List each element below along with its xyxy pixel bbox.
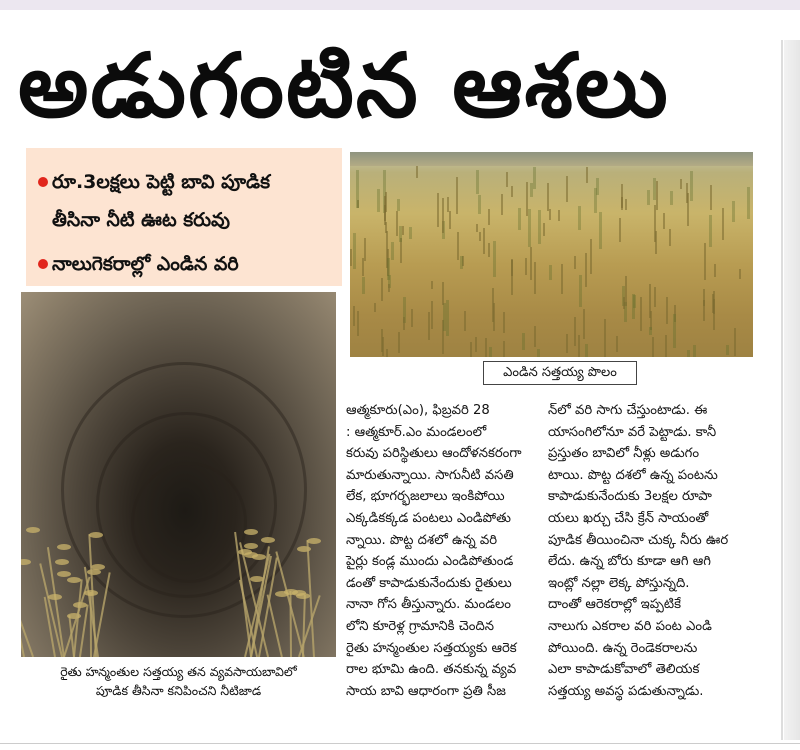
article-column-right — [548, 400, 733, 702]
field-texture — [525, 258, 527, 276]
field-texture — [383, 170, 386, 179]
article-line: పోయింది. ఉన్న రెండెకరాలను — [548, 640, 698, 656]
highlights-box — [26, 148, 342, 286]
highlight-1-line-2: తీసినా నీటి ఊట కరువు — [52, 209, 230, 231]
well-photo-caption — [21, 662, 336, 702]
field-texture — [409, 227, 412, 239]
field-texture — [534, 262, 536, 295]
well-plant — [21, 536, 34, 657]
field-texture — [476, 170, 479, 194]
field-texture — [485, 338, 487, 357]
field-texture — [364, 238, 366, 261]
well-plant-leaf — [67, 577, 81, 583]
article-line: పూడిక తీయించినా చుక్క నీరు ఊర — [548, 532, 729, 548]
field-texture — [547, 183, 549, 211]
highlight-1-line-1: రూ.3లక్షలు పెట్టి బావి పూడిక — [52, 171, 270, 193]
well-plant-leaf — [296, 593, 310, 599]
field-texture — [625, 276, 627, 306]
article-line: డంతో కాపాడుకునేందుకు రైతులు — [346, 575, 512, 591]
field-texture — [566, 334, 568, 353]
well-plant — [79, 605, 89, 657]
article-line: నాలుగు ఎకరాల వరి పంట ఎండి — [548, 618, 712, 634]
field-texture — [666, 297, 668, 324]
well-caption-line-2: పూడిక తీసినా కనిపించని నీటిజాడ — [95, 683, 262, 698]
field-texture — [558, 210, 560, 221]
field-texture — [732, 201, 735, 222]
field-texture — [647, 190, 650, 205]
well-plant — [306, 540, 315, 657]
field-texture — [431, 301, 433, 330]
article-line: ప్రస్తుతం బావిలో నీళ్లు అడుగం — [548, 446, 700, 462]
headline: అడుగంటిన ఆశలు — [18, 34, 670, 137]
field-texture — [411, 309, 413, 327]
field-texture — [503, 341, 505, 357]
field-texture — [470, 342, 472, 357]
field-texture — [479, 232, 481, 241]
field-texture — [574, 256, 576, 269]
field-texture — [561, 264, 563, 294]
field-texture — [431, 281, 433, 289]
well-plant — [289, 591, 292, 657]
dry-well-photo — [21, 292, 336, 657]
dried-paddy-field-photo — [350, 152, 753, 357]
field-texture — [386, 349, 388, 357]
well-plant-leaf — [307, 538, 321, 544]
article-line: లోని కూరెళ్ల గ్రామానికి చెందిన — [346, 618, 495, 634]
field-texture — [456, 177, 458, 215]
article-line: లేక, భూగర్భజలాలు ఇంకిపోయి — [346, 489, 505, 505]
field-texture — [501, 194, 503, 215]
article-line: సాయ బావి ఆధారంగా ప్రతి సీజ — [346, 683, 506, 699]
article-line: పైర్లు కండ్ల ముందు ఎండిపోతుండ — [346, 554, 514, 570]
field-texture — [391, 242, 394, 260]
field-texture — [460, 256, 463, 269]
bullet-icon — [38, 177, 48, 187]
well-plant-leaf — [91, 564, 105, 570]
article-line: ఎక్కడికక్కడ పంటలు ఎండిపోతు — [346, 510, 511, 526]
field-texture — [583, 309, 585, 340]
field-texture — [656, 181, 658, 210]
article-line: ఇంట్లో నల్లా లెక్క పోస్తున్నది. — [548, 575, 690, 591]
field-texture — [362, 258, 364, 276]
article-line: మారుతున్నాయి. సాగునీటి వసతి — [346, 467, 514, 483]
field-texture — [585, 253, 587, 287]
field-texture — [722, 208, 724, 240]
field-texture — [543, 223, 545, 236]
field-texture — [690, 171, 693, 201]
article-line: రైతు హన్మంతుల సత్తయ్యకు ఆరెక — [346, 640, 517, 656]
field-texture — [357, 311, 359, 335]
field-texture — [362, 277, 365, 294]
article-line: కాపాడుకునేందుకు 3లక్షల రూపా — [548, 489, 712, 505]
well-plant-leaf — [84, 590, 98, 596]
field-texture — [506, 172, 508, 187]
field-texture — [428, 312, 430, 340]
article-line: ఎలా కాపాడుకోవాలో తెలియక — [548, 662, 700, 678]
field-texture — [476, 224, 478, 232]
field-texture — [449, 211, 451, 229]
field-texture — [703, 289, 705, 306]
field-texture — [649, 327, 652, 335]
field-texture — [566, 176, 568, 202]
field-texture — [590, 239, 592, 274]
well-ring — [131, 462, 247, 583]
column-divider — [781, 40, 783, 740]
field-texture — [713, 299, 715, 330]
field-texture — [625, 199, 627, 210]
field-texture — [578, 335, 580, 357]
article-line: న్‌లో వరి సాగు చేస్తుంటాడు. ఈ — [548, 403, 708, 418]
article-line: ఆత్మకూరు(ఎం), ఫిబ్రవరి 28 — [346, 403, 490, 418]
well-plant-leaf — [238, 549, 252, 555]
field-texture — [400, 238, 402, 263]
field-texture — [534, 326, 536, 347]
field-texture — [673, 314, 676, 347]
article-line: లేదు. ఉన్న బోరు కూడా ఆగి ఆగి — [548, 554, 711, 570]
well-plant-leaf — [21, 559, 31, 565]
field-texture — [693, 345, 696, 357]
bottom-rule — [0, 743, 800, 744]
field-texture — [670, 191, 673, 205]
field-texture — [586, 167, 588, 183]
field-horizon — [350, 152, 753, 166]
field-texture — [710, 185, 712, 210]
article-line: నానా గోస తీస్తున్నారు. మండలం — [346, 597, 511, 613]
field-texture — [655, 231, 657, 254]
field-texture — [604, 319, 606, 357]
field-texture — [483, 228, 485, 254]
field-texture — [652, 337, 654, 357]
article-line: న్నాయి. పొట్ట దశలో ఉన్న వరి — [346, 532, 498, 548]
top-band — [0, 0, 800, 10]
article-line: కరువు పరిస్థితులు ఆందోళనకరంగా — [346, 446, 522, 462]
well-plant — [302, 595, 306, 657]
field-texture — [549, 209, 551, 219]
field-texture — [549, 265, 552, 281]
field-texture — [726, 345, 729, 355]
field-texture — [665, 335, 667, 357]
field-texture — [739, 269, 741, 279]
field-texture — [353, 233, 356, 270]
field-texture — [528, 209, 531, 247]
field-texture — [704, 243, 706, 280]
field-texture — [578, 206, 581, 230]
well-plant-leaf — [55, 559, 69, 565]
field-texture — [356, 170, 359, 208]
article-line: : ఆత్మకూర్.ఎం మండలంలో — [346, 424, 487, 440]
field-texture — [747, 187, 750, 219]
field-texture — [442, 198, 444, 233]
field-texture — [574, 317, 576, 346]
well-plant — [266, 594, 282, 657]
field-texture — [585, 344, 588, 357]
field-texture — [686, 183, 688, 203]
article-line: యాసంగిలోనూ వరే పెట్టాడు. కానీ — [548, 424, 717, 440]
field-texture — [388, 284, 390, 292]
well-plant-leaf — [57, 571, 71, 577]
well-plant-leaf — [48, 594, 62, 600]
field-texture — [403, 317, 405, 330]
field-texture — [530, 247, 532, 280]
article-line: యలు ఖర్చు చేసి క్రేన్ సాయంతో — [548, 510, 709, 526]
field-texture — [511, 259, 513, 296]
field-texture — [687, 350, 690, 357]
well-plant-leaf — [26, 527, 40, 533]
field-texture — [522, 333, 525, 350]
field-texture — [493, 241, 496, 277]
well-caption-line-1: రైతు హన్మంతుల సత్తయ్య తన వ్యవసాయబావిలో — [60, 664, 297, 679]
field-texture — [518, 208, 521, 231]
field-texture — [374, 303, 376, 312]
field-photo-caption: ఎండిన సత్తయ్య పొలం — [483, 361, 637, 385]
well-plant-leaf — [275, 591, 289, 597]
adjacent-page-edge — [784, 40, 800, 740]
article-line: దాంతో ఆరెకరాల్లో ఇప్పటికే — [548, 597, 681, 613]
field-texture — [680, 179, 682, 189]
field-texture — [621, 184, 623, 208]
field-texture — [398, 332, 400, 353]
field-texture — [640, 297, 642, 331]
well-plant-leaf — [57, 544, 71, 550]
well-plant — [90, 592, 92, 657]
field-texture — [385, 192, 387, 212]
well-plant-leaf — [89, 532, 103, 538]
field-texture — [382, 337, 384, 356]
field-texture — [537, 349, 540, 357]
field-texture — [377, 189, 380, 211]
field-texture — [437, 193, 439, 227]
bullet-icon — [38, 259, 48, 269]
field-texture — [594, 188, 597, 213]
field-texture — [669, 229, 671, 246]
highlight-2: నాలుగెకరాల్లో ఎండిన వరి — [52, 253, 239, 275]
field-texture — [489, 347, 492, 357]
field-texture — [654, 287, 656, 307]
field-texture — [734, 328, 736, 356]
article-line: రాల భూమి ఉంది. తనకున్న వ్యవ — [346, 662, 517, 678]
article-column-left — [346, 400, 531, 702]
field-texture — [503, 312, 505, 332]
field-texture — [709, 215, 712, 247]
field-texture — [464, 311, 466, 331]
field-texture — [353, 306, 355, 326]
field-texture — [663, 213, 665, 229]
field-texture — [457, 232, 459, 259]
field-texture — [632, 294, 635, 319]
field-texture — [381, 278, 383, 301]
field-texture — [579, 275, 582, 307]
field-texture — [492, 288, 494, 322]
article-line: టాయి. పొట్ట దశలో ఉన్న పంటను — [548, 467, 718, 483]
field-texture — [599, 212, 602, 249]
field-texture — [488, 209, 490, 225]
field-texture — [397, 199, 400, 211]
field-texture — [619, 218, 621, 243]
well-plant — [21, 563, 25, 657]
article-line: సత్తయ్య అవస్థ పడుతున్నాడు. — [548, 683, 704, 699]
field-texture — [402, 226, 404, 234]
field-texture — [442, 282, 444, 305]
field-texture — [616, 336, 618, 352]
well-plant-leaf — [297, 546, 311, 552]
field-texture — [478, 195, 481, 214]
field-texture — [475, 337, 477, 352]
field-texture — [488, 243, 490, 256]
field-texture — [447, 197, 449, 213]
field-texture — [714, 264, 716, 276]
field-texture — [533, 167, 536, 190]
field-texture — [350, 249, 352, 266]
field-texture — [526, 182, 528, 216]
field-texture — [416, 166, 418, 178]
field-texture — [511, 186, 513, 197]
field-texture — [538, 210, 541, 245]
field-texture — [446, 300, 449, 336]
